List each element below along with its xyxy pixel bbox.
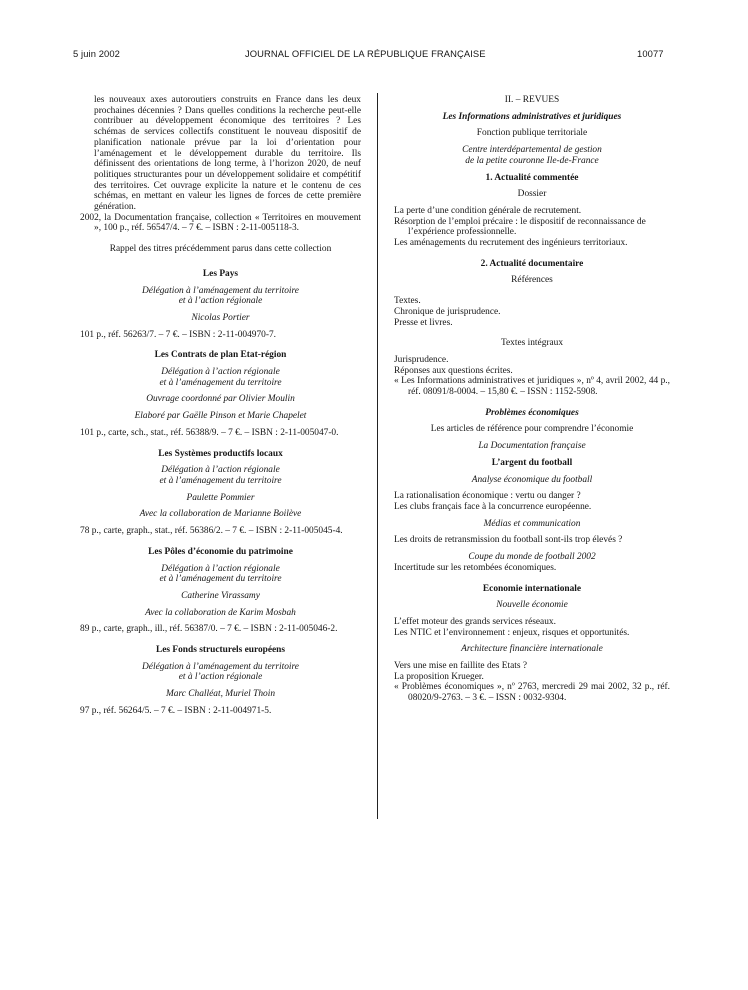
- subsection-label: Textes intégraux: [500, 338, 564, 349]
- revue-organization: Centre interdépartemental de gestion: [462, 145, 602, 156]
- revue-reference: « Les Informations administratives et juridiques », nº 4, avril 2002, 44 p., réf. 08091/8-0004. – 15,80 €. – ISSN : 1152-5908.: [394, 376, 670, 398]
- revue-title: Problèmes économiques: [485, 407, 579, 418]
- book-title: Les Fonds structurels européens: [155, 645, 286, 656]
- list-item: Chronique de jurisprudence.: [394, 306, 501, 317]
- header-journal-title: JOURNAL OFFICIEL DE LA RÉPUBLIQUE FRANÇAISE: [245, 48, 486, 59]
- intro-paragraph: les nouveaux axes autoroutiers construits en France dans les deux prochaines décennies ? Dans quelles conditions la recherche peut-elle contribuer au développement économique des territoires ? Les schémas de services collectifs constituent le nouveau dispositif de planification nationale prévue par la loi d’orientation pour l’aménagement et le développement durable du territoire. Ils définissent des orientations de long terme, à l’horizon 2020, de neuf politiques structurantes pour un développement solidaire et compétitif des territoires. Cet ouvrage explicite la nature et le contenu de ces schémas, en mettant en valeur les lignes de forces de cette première génération.: [94, 95, 361, 213]
- subsection-label: Nouvelle économie: [496, 600, 568, 611]
- revue-publisher: La Documentation française: [478, 441, 586, 452]
- book-reference: 101 p., réf. 56263/7. – 7 €. – ISBN : 2-11-004970-7.: [80, 329, 276, 340]
- revue-organization: de la petite couronne Ile-de-France: [465, 155, 599, 166]
- book-title: Les Systèmes productifs locaux: [158, 448, 283, 459]
- list-item: Les NTIC et l’environnement : enjeux, risques et opportunités.: [394, 627, 630, 638]
- left-column: [80, 95, 361, 717]
- book-author: Paulette Pommier: [186, 492, 255, 503]
- list-item: Incertitude sur les retombées économiques.: [394, 562, 557, 573]
- book-organization: Délégation à l’action régionale: [161, 367, 280, 378]
- subsection-label: Références: [511, 275, 553, 286]
- list-item: Jurisprudence.: [394, 354, 449, 365]
- part-title: 2. Actualité documentaire: [480, 258, 584, 269]
- book-author: Catherine Virassamy: [181, 590, 260, 601]
- list-item: Presse et livres.: [394, 317, 453, 328]
- book-reference: 101 p., carte, sch., stat., réf. 56388/9. – 7 €. – ISBN : 2-11-005047-0.: [80, 427, 339, 438]
- revue-reference: « Problèmes économiques », nº 2763, mercredi 29 mai 2002, 32 p., réf. 08020/9-2763. – 3 €. – ISSN : 0032-9304.: [394, 682, 670, 704]
- book-collaborator: Avec la collaboration de Karim Mosbah: [145, 607, 296, 618]
- book-reference: 78 p., carte, graph., stat., réf. 56386/2. – 7 €. – ISBN : 2-11-005045-4.: [80, 526, 343, 537]
- list-item: La rationalisation économique : vertu ou danger ?: [394, 491, 581, 502]
- theme-title: L’argent du football: [491, 457, 573, 468]
- list-item: Les droits de retransmission du football sont-ils trop élevés ?: [394, 535, 623, 546]
- book-author: Marc Challéat, Muriel Thoin: [165, 689, 276, 700]
- column-divider: [377, 93, 378, 819]
- part-title: 1. Actualité commentée: [485, 172, 579, 183]
- book-title: Les Contrats de plan Etat-région: [154, 350, 287, 361]
- list-item: La proposition Krueger.: [394, 671, 484, 682]
- book-reference: 97 p., réf. 56264/5. – 7 €. – ISBN : 2-11-004971-5.: [80, 705, 272, 716]
- header-page-number: 10077: [637, 48, 664, 59]
- list-item: La perte d’une condition générale de recrutement.: [394, 205, 582, 216]
- intro-reference: 2002, la Documentation française, collection « Territoires en mouvement », 100 p., réf. 56547/4. – 7 €. – ISBN : 2-11-005118-3.: [80, 212, 361, 234]
- book-author: Nicolas Portier: [191, 312, 250, 323]
- list-item: Résorption de l’emploi précaire : le dispositif de reconnaissance de l’expérience professionnelle.: [394, 216, 646, 238]
- book-organization: et à l’aménagement du territoire: [159, 574, 282, 585]
- revue-title: Les Informations administratives et juridiques: [442, 111, 622, 122]
- list-item: Les clubs français face à la concurrence européenne.: [394, 501, 592, 512]
- book-reference: 89 p., carte, graph., ill., réf. 56387/0. – 7 €. – ISBN : 2-11-005046-2.: [80, 624, 338, 635]
- subsection-label: Analyse économique du football: [471, 474, 593, 485]
- rappel-heading: Rappel des titres précédemment parus dans cette collection: [109, 244, 332, 255]
- book-title: Les Pays: [202, 268, 239, 279]
- subsection-label: Dossier: [517, 189, 547, 200]
- page-header: [0, 0, 748, 64]
- right-column: [394, 95, 670, 704]
- list-item: Les aménagements du recrutement des ingénieurs territoriaux.: [394, 238, 628, 249]
- book-author: Elaboré par Gaëlle Pinson et Marie Chapelet: [134, 411, 307, 422]
- book-organization: Délégation à l’action régionale: [161, 465, 280, 476]
- book-organization: Délégation à l’aménagement du territoire: [142, 661, 299, 672]
- revue-intro: Les articles de référence pour comprendre l’économie: [430, 424, 634, 435]
- list-item: Réponses aux questions écrites.: [394, 365, 513, 376]
- list-item: Vers une mise en faillite des Etats ?: [394, 661, 528, 672]
- revue-subject: Fonction publique territoriale: [476, 128, 588, 139]
- book-organization: Délégation à l’action régionale: [161, 563, 280, 574]
- book-organization: et à l’action régionale: [178, 672, 263, 683]
- book-organization: Délégation à l’aménagement du territoire: [142, 285, 299, 296]
- subsection-label: Médias et communication: [483, 518, 581, 529]
- book-organization: et à l’aménagement du territoire: [159, 475, 282, 486]
- theme-title: Economie internationale: [482, 583, 582, 594]
- header-date: 5 juin 2002: [73, 48, 120, 59]
- subsection-label: Coupe du monde de football 2002: [468, 552, 596, 563]
- list-item: Textes.: [394, 296, 421, 307]
- book-coordinator: Ouvrage coordonné par Olivier Moulin: [146, 394, 295, 405]
- book-organization: et à l’aménagement du territoire: [159, 377, 282, 388]
- book-title: Les Pôles d’économie du patrimoine: [148, 546, 293, 557]
- book-organization: et à l’action régionale: [178, 296, 263, 307]
- list-item: L’effet moteur des grands services réseaux.: [394, 616, 556, 627]
- subsection-label: Architecture financière internationale: [461, 644, 603, 655]
- section-heading: II. – REVUES: [504, 95, 560, 105]
- book-collaborator: Avec la collaboration de Marianne Boilève: [139, 509, 302, 520]
